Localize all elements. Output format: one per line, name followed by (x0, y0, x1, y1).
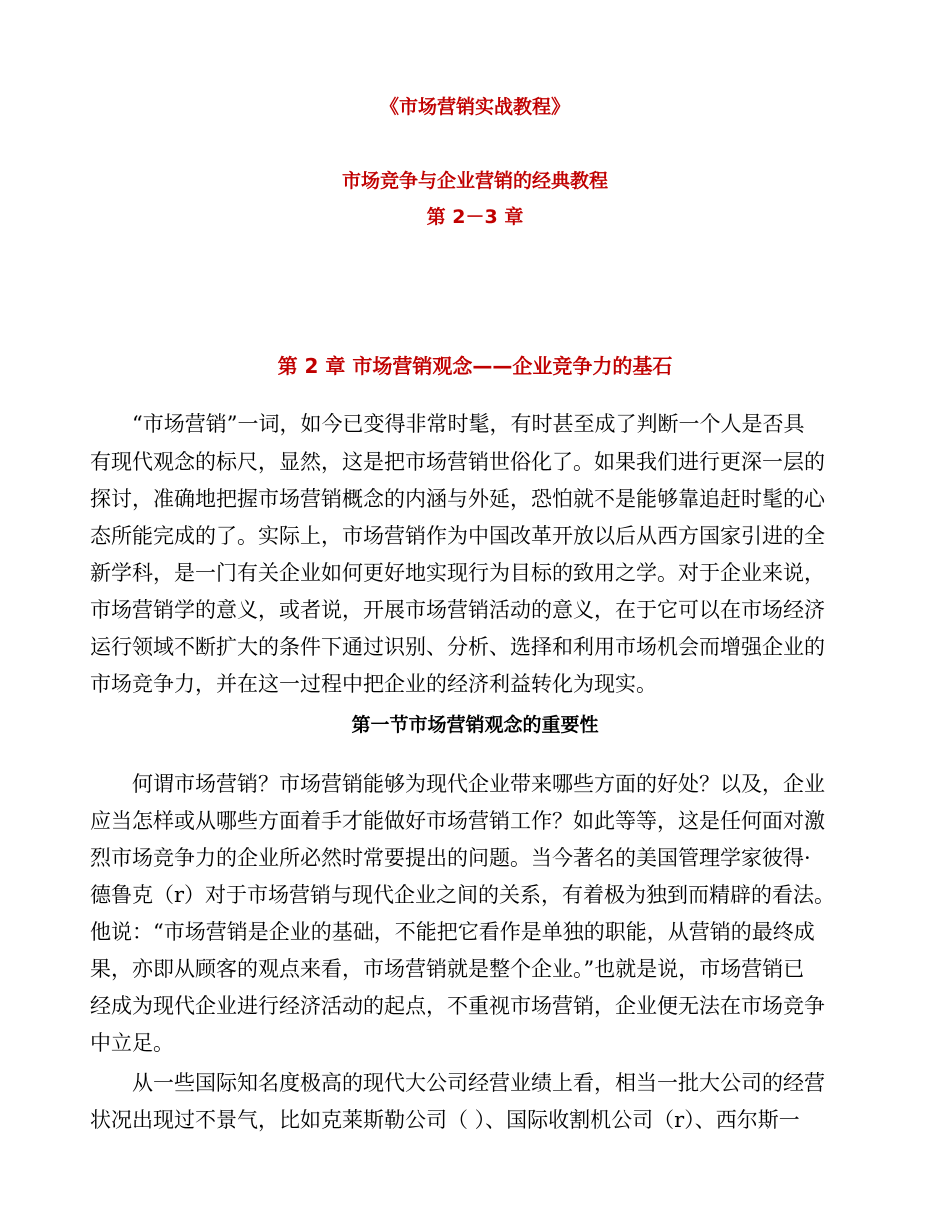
paragraph-line: 市场竞争力，并在这一过程中把企业的经济利益转化为现实。 (90, 672, 657, 696)
chapter-heading: 第 2 章 市场营销观念——企业竞争力的基石 (277, 354, 673, 378)
paragraph-line: 市场营销学的意义，或者说，开展市场营销活动的意义，在于它可以在市场经济 (90, 598, 825, 622)
paragraph-line: 应当怎样或从哪些方面着手才能做好市场营销工作？如此等等，这是任何面对激 (90, 809, 825, 833)
paragraph-line: 态所能完成的了。实际上，市场营销作为中国改革开放以后从西方国家引进的全 (90, 524, 825, 548)
paragraph-line: 从一些国际知名度极高的现代大公司经营业绩上看，相当一批大公司的经营 (132, 1071, 825, 1095)
paragraph-line: 运行领域不断扩大的条件下通过识别、分析、选择和利用市场机会而增强企业的 (90, 635, 825, 659)
paragraph-line: 果，亦即从顾客的观点来看，市场营销就是整个企业。”也就是说，市场营销已 (90, 957, 805, 981)
paragraph-line: “市场营销”一词，如今已变得非常时髦，有时甚至成了判断一个人是否具 (132, 412, 805, 436)
paragraph-line: 有现代观念的标尺，显然，这是把市场营销世俗化了。如果我们进行更深一层的 (90, 450, 825, 474)
paragraph-line: 新学科，是一门有关企业如何更好地实现行为目标的致用之学。对于企业来说， (90, 561, 825, 585)
paragraph-line: 何谓市场营销？市场营销能够为现代企业带来哪些方面的好处？以及，企业 (132, 772, 825, 796)
paragraph-line: 状况出现过不景气，比如克莱斯勒公司（ ）、国际收割机公司（r）、西尔斯一 (90, 1108, 800, 1132)
section-heading: 第一节市场营销观念的重要性 (351, 714, 599, 736)
paragraph-line: 德鲁克（r）对于市场营销与现代企业之间的关系，有着极为独到而精辟的看法。 (90, 883, 836, 907)
paragraph-line: 中立足。 (90, 1031, 174, 1055)
paragraph-line: 他说：“市场营销是企业的基础，不能把它看作是单独的职能，从营销的最终成 (90, 920, 815, 944)
book-subtitle: 市场竞争与企业营销的经典教程 (341, 170, 608, 192)
paragraph-line: 经成为现代企业进行经济活动的起点，不重视市场营销，企业便无法在市场竞争 (90, 994, 825, 1018)
paragraph-line: 烈市场竞争力的企业所必然时常要提出的问题。当今著名的美国管理学家彼得· (90, 846, 811, 870)
chapter-range: 第 2－3 章 (426, 206, 524, 228)
paragraph-line: 探讨，准确地把握市场营销概念的内涵与外延，恐怕就不是能够靠追赶时髦的心 (90, 487, 825, 511)
book-title: 《市场营销实战教程》 (379, 96, 570, 118)
